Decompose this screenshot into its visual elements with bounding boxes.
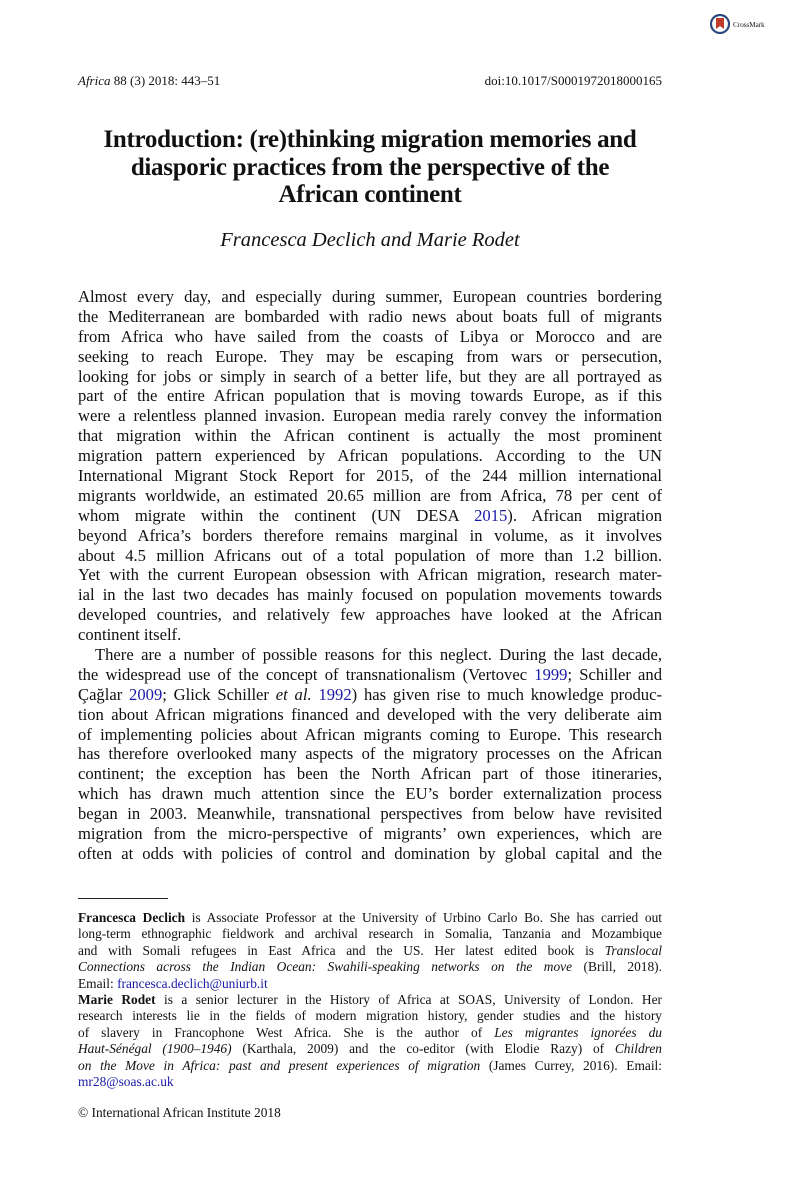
text-line: continent itself. bbox=[78, 625, 182, 645]
text-line bbox=[78, 1074, 662, 1090]
text-line: Almost every day, and especially during summer, European countries bordering bbox=[78, 287, 662, 306]
citation-link-un-desa-2015[interactable]: 2015 bbox=[474, 505, 508, 525]
title-line: African continent bbox=[278, 181, 462, 208]
book-title: on the Move in Africa: past and present experiences of migration bbox=[78, 1057, 481, 1073]
text-line: There are a number of possible reasons for this neglect. During the last decade, bbox=[95, 645, 662, 665]
text-line: migration pattern experienced by African populations. According to the UN bbox=[78, 446, 662, 466]
text-line: began in 2003. Meanwhile, transnational perspectives from below have revisited bbox=[78, 804, 662, 824]
book-title: Translocal bbox=[604, 942, 662, 958]
citation-link-vertovec-1999[interactable]: 1999 bbox=[534, 664, 568, 684]
text-line: continent; the exception has been the North African part of those itineraries, bbox=[78, 764, 662, 784]
book-title: Connections across the Indian Ocean: Swahili-speaking networks on the move bbox=[78, 959, 573, 975]
footnote-divider bbox=[78, 898, 168, 899]
text-line: seeking to reach Europe. They may be escaping from wars or persecution, bbox=[78, 346, 662, 366]
text-line: looking for jobs or simply in search of a better life, but they are all portrayed as bbox=[78, 366, 662, 386]
text-line: that migration within the African continent is actually the most prominent bbox=[78, 426, 662, 446]
text-fragment: is a senior lecturer in the History of Africa at SOAS, University of London. Her bbox=[155, 991, 663, 1007]
text-line: which has drawn much attention since the EU’s border externalization process bbox=[78, 784, 662, 804]
text-line: International Migrant Stock Report for 2015, of the 244 million international bbox=[78, 466, 662, 486]
text-line: migration from the micro-perspective of migrants’ own experiences, which are bbox=[78, 824, 662, 844]
journal-name: Africa bbox=[78, 73, 111, 88]
text-line bbox=[78, 976, 662, 992]
paragraph-1 bbox=[78, 287, 662, 645]
text-line: were a relentless planned invasion. European media rarely convey the information bbox=[78, 406, 662, 426]
et-al: et al. bbox=[275, 684, 312, 704]
text-line bbox=[78, 506, 662, 526]
text-line: of implementing policies about African migrants coming to Europe. This research bbox=[78, 724, 662, 744]
text-line: from Africa who have sailed from the coasts of Libya or Morocco and are bbox=[78, 326, 662, 346]
crossmark-icon bbox=[710, 14, 730, 34]
email-label: Email: bbox=[78, 975, 118, 991]
text-fragment: whom migrate within the continent (UN DESA bbox=[78, 505, 475, 525]
text-line bbox=[78, 665, 662, 685]
crossmark-badge[interactable] bbox=[710, 14, 765, 34]
author-note-rodet bbox=[78, 992, 662, 1090]
text-line: ial in the last two decades has mainly focused on population movements towards bbox=[78, 585, 662, 605]
book-title: Children bbox=[614, 1041, 662, 1057]
article-body bbox=[78, 287, 662, 864]
text-fragment: is Associate Professor at the University of Urbino Carlo Bo. She has carried out bbox=[185, 910, 662, 925]
article-authors: Francesca Declich and Marie Rodet bbox=[220, 229, 520, 251]
email-link-rodet[interactable]: mr28@soas.ac.uk bbox=[78, 1073, 174, 1089]
text-line: developed countries, and relatively few approaches have looked at the African bbox=[78, 605, 662, 625]
text-fragment: Çağlar bbox=[78, 684, 130, 704]
text-line: the Mediterranean are bombarded with radio news about boats full of migrants bbox=[78, 306, 662, 326]
text-fragment: ). African migration bbox=[507, 505, 662, 525]
author-notes bbox=[78, 910, 662, 1090]
text-line bbox=[78, 910, 662, 926]
citation-details: 88 (3) 2018: 443–51 bbox=[110, 73, 221, 88]
article-title bbox=[78, 126, 662, 209]
title-line: Introduction: (re)thinking migration memories and bbox=[103, 126, 637, 153]
book-title: Les migrantes ignorées du bbox=[494, 1024, 662, 1040]
text-line: part of the entire African population that is moving towards Europe, as if this bbox=[78, 386, 662, 406]
text-line: Yet with the current European obsession with African migration, research mater- bbox=[78, 565, 662, 585]
text-line: research interests lie in the fields of modern migration history, gender studies and the history bbox=[78, 1008, 662, 1024]
text-fragment: the widespread use of the concept of transnationalism (Vertovec bbox=[78, 664, 535, 684]
citation-link-caglar-2009[interactable]: 2009 bbox=[129, 684, 163, 704]
text-fragment: (Brill, 2018). bbox=[572, 959, 662, 975]
text-line bbox=[78, 685, 662, 705]
text-line: about 4.5 million Africans out of a total population of more than 1.2 billion. bbox=[78, 545, 662, 565]
text-line bbox=[78, 943, 662, 959]
text-line bbox=[78, 1025, 662, 1041]
email-link-declich[interactable]: francesca.declich@uniurb.it bbox=[117, 975, 268, 991]
citation-link-glick-schiller-1992[interactable]: 1992 bbox=[318, 684, 352, 704]
text-fragment: ; Schiller and bbox=[567, 664, 662, 684]
text-line: has therefore overlooked many aspects of the migratory processes on the African bbox=[78, 744, 662, 764]
text-fragment: (Karthala, 2009) and the co-editor (with Elodie Razy) of bbox=[231, 1041, 615, 1057]
title-line: diasporic practices from the perspective of the bbox=[130, 153, 610, 181]
text-line: tion about African migrations financed and developed with the very deliberate aim bbox=[78, 704, 662, 724]
text-line bbox=[78, 1041, 662, 1057]
author-name: Francesca Declich bbox=[78, 910, 186, 925]
book-title: Haut-Sénégal (1900–1946) bbox=[78, 1041, 232, 1057]
text-line: long-term ethnographic fieldwork and archival research in Somalia, Tanzania and Mozambique bbox=[78, 926, 662, 942]
journal-citation bbox=[78, 73, 220, 89]
copyright-notice: © International African Institute 2018 bbox=[78, 1105, 281, 1120]
author-name: Marie Rodet bbox=[78, 991, 156, 1007]
author-note-declich bbox=[78, 910, 662, 992]
text-line bbox=[78, 992, 662, 1008]
text-line: migrants worldwide, an estimated 20.65 million are from Africa, 78 per cent of bbox=[78, 485, 662, 505]
running-header bbox=[78, 73, 662, 89]
text-fragment: and with Somali refugees in East Africa and the US. Her latest edited book is bbox=[78, 942, 605, 958]
text-fragment: (James Currey, 2016). Email: bbox=[480, 1057, 662, 1073]
text-line bbox=[78, 959, 662, 975]
crossmark-label: CrossMark bbox=[733, 19, 765, 29]
doi: doi:10.1017/S0001972018000165 bbox=[484, 73, 662, 88]
text-fragment: ; Glick Schiller bbox=[162, 684, 276, 704]
text-fragment: ) has given rise to much knowledge produc- bbox=[351, 684, 662, 704]
text-fragment: of slavery in Francophone West Africa. She is the author of bbox=[78, 1024, 495, 1040]
text-line bbox=[78, 1058, 662, 1074]
paragraph-2 bbox=[78, 645, 662, 864]
text-line: often at odds with policies of control and domination by global capital and the bbox=[78, 843, 662, 863]
text-line: beyond Africa’s borders therefore remains marginal in volume, as it involves bbox=[78, 525, 662, 545]
